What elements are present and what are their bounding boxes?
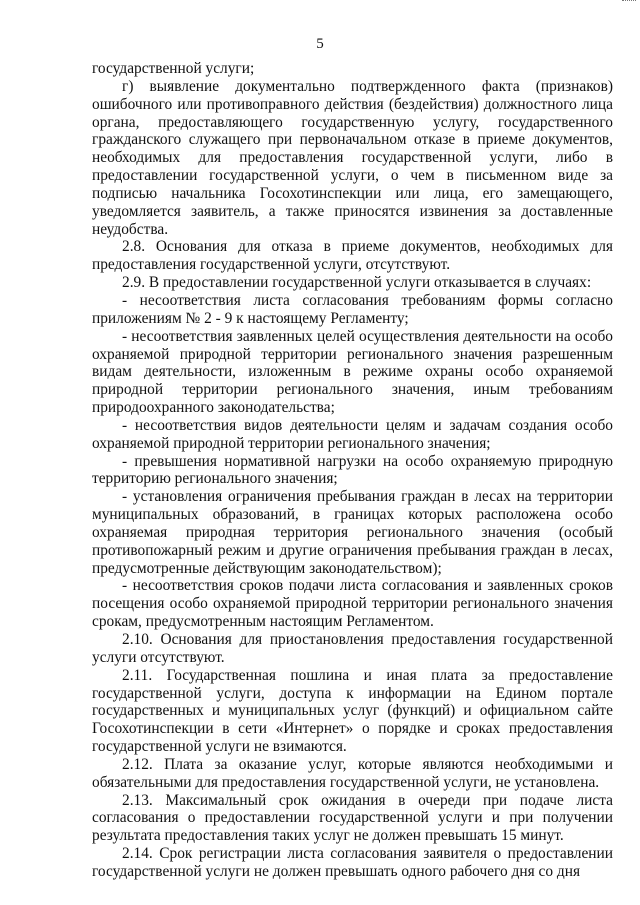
paragraph: 2.13. Максимальный срок ожидания в очереди при подаче листа согласования о предоставлении государственной услуги и при получении результата предоставления таких услуг не должен превышать 15 минут. <box>92 791 613 845</box>
paragraph: 2.10. Основания для приостановления предоставления государственной услуги отсутствуют. <box>92 631 613 666</box>
paragraph: 2.11. Государственная пошлина и иная плата за предоставление государственной услуги, доступа к информации на Едином портале государственных и муниципальных услуг (функций) и официальном сайте Госохотинспекции в сети «Интернет» о порядке и сроках предоставления государственной услуги не взимаются. <box>92 666 613 756</box>
paragraph: - несоответствия листа согласования требованиям формы согласно приложениям № 2 - 9 к настоящему Регламенту; <box>92 291 613 327</box>
paragraph: 2.14. Срок регистрации листа согласования заявителя о предоставлении государственной услуги не должен превышать одного рабочего дня со дня <box>92 845 613 880</box>
document-body <box>92 60 613 881</box>
page-number: 5 <box>316 36 324 52</box>
paragraph: - установления ограничения пребывания граждан в лесах на территории муниципальных образований, в границах которых расположена особо охраняемая природная территория регионального значения (особый противопожарный режим и другие ограничения пребывания граждан в лесах, предусмотренные действующим законодательством); <box>92 488 613 577</box>
corner-scan-mark <box>622 0 636 9</box>
paragraph: государственной услуги; <box>92 60 255 77</box>
paragraph: - несоответствия заявленных целей осуществления деятельности на особо охраняемой природной территории регионального значения разрешенным видам деятельности, изложенным в режиме охраны особо охраняемой природной территории регионального значения, иным требованиям природоохранного законодательства; <box>92 327 613 417</box>
paragraph: г) выявление документально подтвержденного факта (признаков) ошибочного или противоправного действия (бездействия) должностного лица органа, предоставляющего государственную услугу, государственного гражданского служащего при первоначальном отказе в приеме документов, необходимых для предоставления государственной услуги, либо в предоставлении государственной услуги, о чем в письменном виде за подписью начальника Госохотинспекции или лица, его замещающего, уведомляется заявитель, а также приносятся извинения за доставленные неудобства. <box>92 77 613 238</box>
paragraph: 2.9. В предоставлении государственной услуги отказывается в случаях: <box>122 274 592 292</box>
paragraph: 2.8. Основания для отказа в приеме документов, необходимых для предоставления государственной услуги, отсутствуют. <box>92 238 613 274</box>
paragraph: - несоответствия видов деятельности целям и задачам создания особо охраняемой природной территории регионального значения; <box>92 416 613 452</box>
paragraph: 2.12. Плата за оказание услуг, которые являются необходимыми и обязательными для предоставления государственной услуги, не установлена. <box>92 755 613 791</box>
paragraph: - несоответствия сроков подачи листа согласования и заявленных сроков посещения особо охраняемой природной территории регионального значения срокам, предусмотренным настоящим Регламентом. <box>92 577 613 631</box>
paragraph: - превышения нормативной нагрузки на особо охраняемую природную территорию регионального значения; <box>92 452 613 488</box>
